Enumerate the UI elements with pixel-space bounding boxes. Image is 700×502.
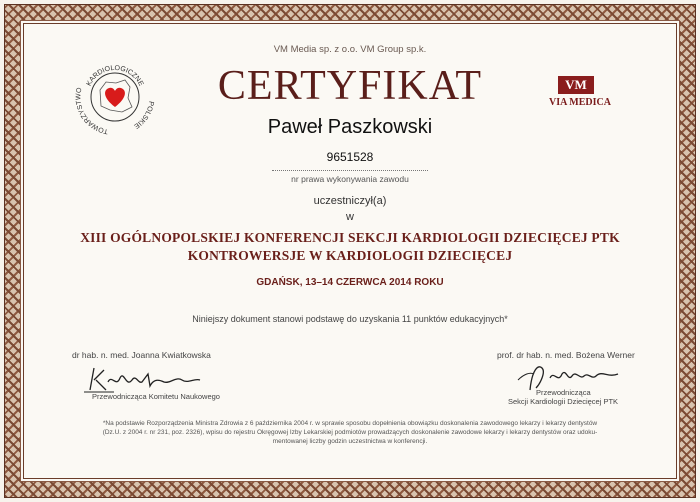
ptk-logo-left-text: TOWARZYSTWO xyxy=(75,87,109,135)
footnote xyxy=(60,419,640,446)
footnote-line-3: mentowanej liczby godzin uczestnictwa w konferencji. xyxy=(272,438,428,445)
conference-subtitle: KONTROWERSJE W KARDIOLOGII DZIECIĘCEJ xyxy=(187,248,513,263)
participant-text: uczestniczył(a) xyxy=(313,195,387,207)
license-number-label: nr prawa wykonywania zawodu xyxy=(291,174,409,184)
publisher: VM Media sp. z o.o. VM Group sp.k. xyxy=(273,44,427,55)
signature-right-role-1: Przewodnicząca xyxy=(536,388,591,397)
license-number: 9651528 xyxy=(326,150,374,164)
license-number-line xyxy=(272,170,428,171)
vm-badge: VM xyxy=(558,76,594,94)
signature-left-role: Przewodnicząca Komitetu Naukowego xyxy=(92,392,220,401)
signature-right-role-2: Sekcji Kardiologii Dziecięcej PTK xyxy=(508,397,619,406)
ptk-logo-top-text: KARDIOLOGICZNE xyxy=(85,64,145,88)
conference-name: XIII OGÓLNOPOLSKIEJ KONFERENCJI SEKCJI KARDIOLOGII DZIECIĘCEJ PTK xyxy=(80,230,620,245)
recipient-name: Paweł Paszkowski xyxy=(267,116,433,138)
preposition: w xyxy=(346,211,354,223)
footnote-line-1: *Na podstawie Rozporządzenia Ministra Zdrowia z 6 października 2004 r. w sprawie sposobu dopełnienia obowiązku doskonalenia zawodowego lekarzy i lekarzy dentystów xyxy=(102,420,598,427)
via-medica-text: VIA MEDICA xyxy=(549,97,611,108)
signature-left-name: dr hab. n. med. Joanna Kwiatkowska xyxy=(72,350,211,360)
place-date: GDAŃSK, 13–14 CZERWCA 2014 ROKU xyxy=(256,277,444,288)
ptk-logo-right-text: POLSKIE xyxy=(132,100,155,130)
signature-right-name: prof. dr hab. n. med. Bożena Werner xyxy=(497,350,635,360)
footnote-line-2: (Dz.U. z 2004 r. nr 231, poz. 2326), wpisu do rejestru Okręgowej Izby Lekarskiej podmiotów prowadzących doskonalenie zawodowe lekarzy i lekarzy dentystów oraz udoku- xyxy=(102,429,598,436)
points-note: Niniejszy dokument stanowi podstawę do uzyskania 11 punktów edukacyjnych* xyxy=(192,314,508,324)
signature-left xyxy=(80,360,220,396)
certificate-title: CERTYFIKAT xyxy=(217,63,483,109)
